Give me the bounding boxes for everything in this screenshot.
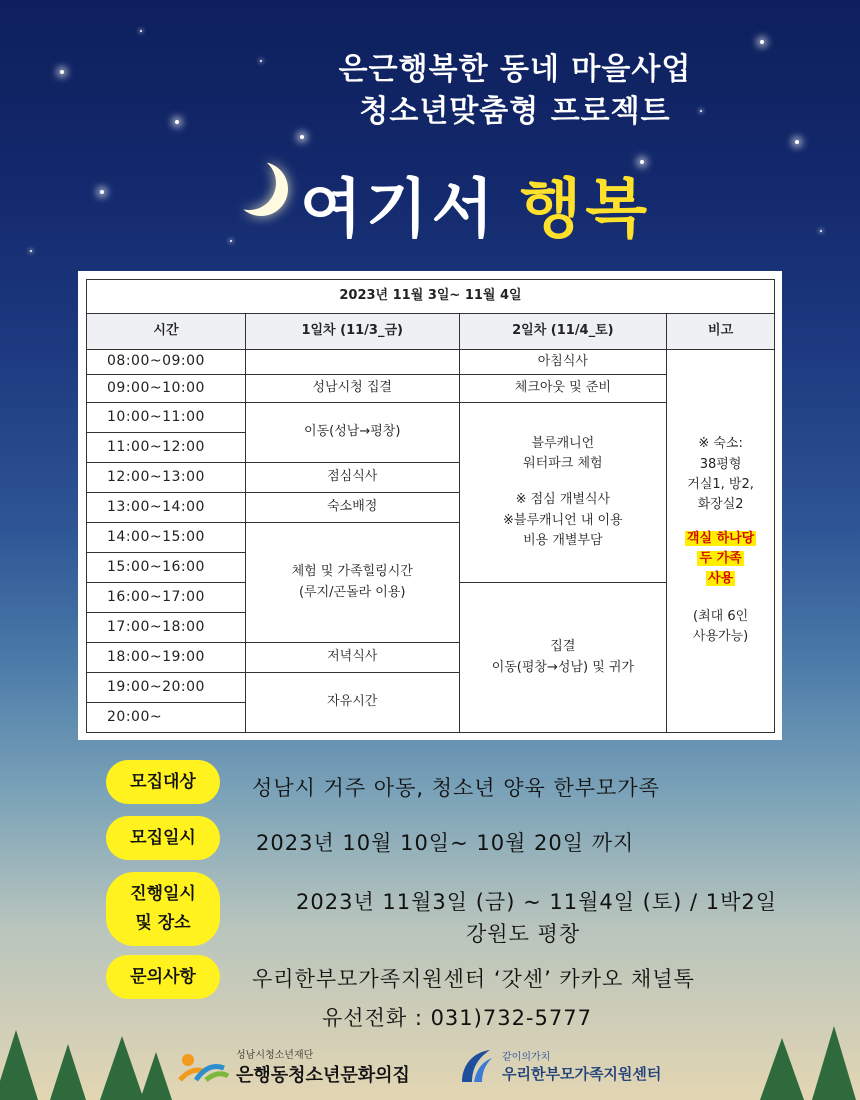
day1-cell: 점심식사: [245, 463, 459, 493]
event-date: 2023년 11월3일 (금) ~ 11월4일 (토) / 1박2일: [296, 890, 778, 914]
day2-line: ※블루캐니언 내 이용: [503, 512, 623, 528]
col-day1: 1일차 (11/3_금): [245, 314, 459, 350]
logo2-small: 같이의가치: [502, 1052, 551, 1063]
note-line: 화장실2: [697, 496, 744, 512]
time-cell: 11:00~12:00: [87, 433, 246, 463]
logo1-name: 은행동청소년문화의집: [236, 1065, 410, 1086]
time-cell: 09:00~10:00: [87, 375, 246, 403]
day2-line: ※ 점심 개별식사: [515, 492, 611, 508]
logo-youth-center: [178, 1046, 410, 1087]
tree-icon: [812, 1026, 856, 1100]
day1-line: (루지/곤돌라 이용): [298, 584, 406, 600]
tree-icon: [100, 1036, 144, 1100]
time-cell: 18:00~19:00: [87, 643, 246, 673]
recruit-target: 성남시 거주 아동, 청소년 양육 한부모가족: [252, 776, 660, 800]
star: [230, 240, 232, 242]
note-line: 38평형: [699, 456, 742, 472]
day1-cell: 성남시청 집결: [245, 375, 459, 403]
time-cell: 13:00~14:00: [87, 493, 246, 523]
tree-icon: [0, 1030, 38, 1100]
logo2-name: 우리한부모가족지원센터: [502, 1065, 662, 1083]
schedule-table-card: [78, 271, 782, 740]
youth-center-logo-icon: [178, 1050, 230, 1084]
tree-icon: [50, 1044, 86, 1100]
tree-icon: [760, 1038, 804, 1100]
time-cell: 08:00~09:00: [87, 350, 246, 375]
date-place-label-2: 및 장소: [135, 913, 191, 933]
day1-cell: [245, 350, 459, 375]
recruit-period-label: 모집일시: [106, 816, 220, 860]
day2-line: 집결: [550, 639, 576, 655]
note-cell: [667, 350, 775, 733]
day2-cell: [459, 403, 667, 583]
time-cell: 14:00~15:00: [87, 523, 246, 553]
subtitle-line1: 은근행복한 동네 마을사업: [338, 52, 692, 87]
star: [100, 190, 104, 194]
title-yellow: 행복: [519, 173, 652, 247]
page-title: [300, 158, 651, 250]
day1-cell: 자유시간: [245, 673, 459, 733]
note-highlight: 객실 하나당: [686, 530, 755, 546]
note-line: 사용가능): [692, 629, 749, 645]
inquiry-text: 우리한부모가족지원센터 ‘갓센’ 카카오 채널톡: [252, 967, 695, 991]
day1-line: 체험 및 가족힐링시간: [291, 564, 413, 580]
day1-cell: 숙소배정: [245, 493, 459, 523]
star: [140, 30, 142, 32]
day1-cell: 이동(성남→평창): [245, 403, 459, 463]
day2-cell: 체크아웃 및 준비: [459, 375, 667, 403]
day2-line: 비용 개별부담: [523, 532, 603, 548]
phone-text: 유선전화 : 031)732-5777: [322, 1006, 592, 1030]
logo1-small: 성남시청소년재단: [236, 1050, 314, 1061]
note-line: (최대 6인: [693, 609, 749, 625]
event-place: 강원도 평창: [466, 922, 581, 946]
schedule-table: [86, 279, 775, 733]
col-day2: 2일차 (11/4_토): [459, 314, 667, 350]
note-highlight: 두 가족: [699, 551, 742, 567]
note-highlight: 사용: [708, 571, 734, 587]
family-center-logo-icon: [456, 1046, 496, 1086]
time-cell: 10:00~11:00: [87, 403, 246, 433]
schedule-period: 2023년 11월 3일~ 11월 4일: [87, 280, 775, 314]
star: [300, 135, 304, 139]
star: [30, 250, 32, 252]
recruit-target-label: 모집대상: [106, 760, 220, 804]
time-cell: 19:00~20:00: [87, 673, 246, 703]
day2-line: 블루캐니언: [531, 436, 595, 452]
time-cell: 12:00~13:00: [87, 463, 246, 493]
col-time: 시간: [87, 314, 246, 350]
col-note: 비고: [667, 314, 775, 350]
note-line: 거실1, 방2,: [687, 476, 754, 492]
date-place-label-1: 진행일시: [130, 884, 196, 905]
time-cell: 15:00~16:00: [87, 553, 246, 583]
day2-cell: [459, 583, 667, 733]
time-cell: 17:00~18:00: [87, 613, 246, 643]
title-white: 여기서: [300, 173, 498, 247]
logo-family-center: [456, 1046, 661, 1086]
moon-icon: [222, 156, 276, 210]
day1-cell: 저녁식사: [245, 643, 459, 673]
time-cell: 20:00~: [87, 703, 246, 733]
star: [795, 140, 799, 144]
inquiry-label: 문의사항: [106, 955, 220, 999]
day1-cell: [245, 523, 459, 643]
date-place-label: [106, 872, 220, 946]
time-cell: 16:00~17:00: [87, 583, 246, 613]
day2-cell: 아침식사: [459, 350, 667, 375]
subtitle-line2: 청소년맞춤형 프로젝트: [359, 94, 671, 129]
day2-line: 워터파크 체험: [523, 456, 603, 472]
note-line: ※ 숙소:: [698, 436, 743, 452]
star: [820, 230, 822, 232]
tree-icon: [140, 1052, 172, 1100]
recruit-period: 2023년 10월 10일~ 10월 20일 까지: [256, 831, 635, 855]
day2-line: 이동(평창→성남) 및 귀가: [491, 659, 635, 675]
